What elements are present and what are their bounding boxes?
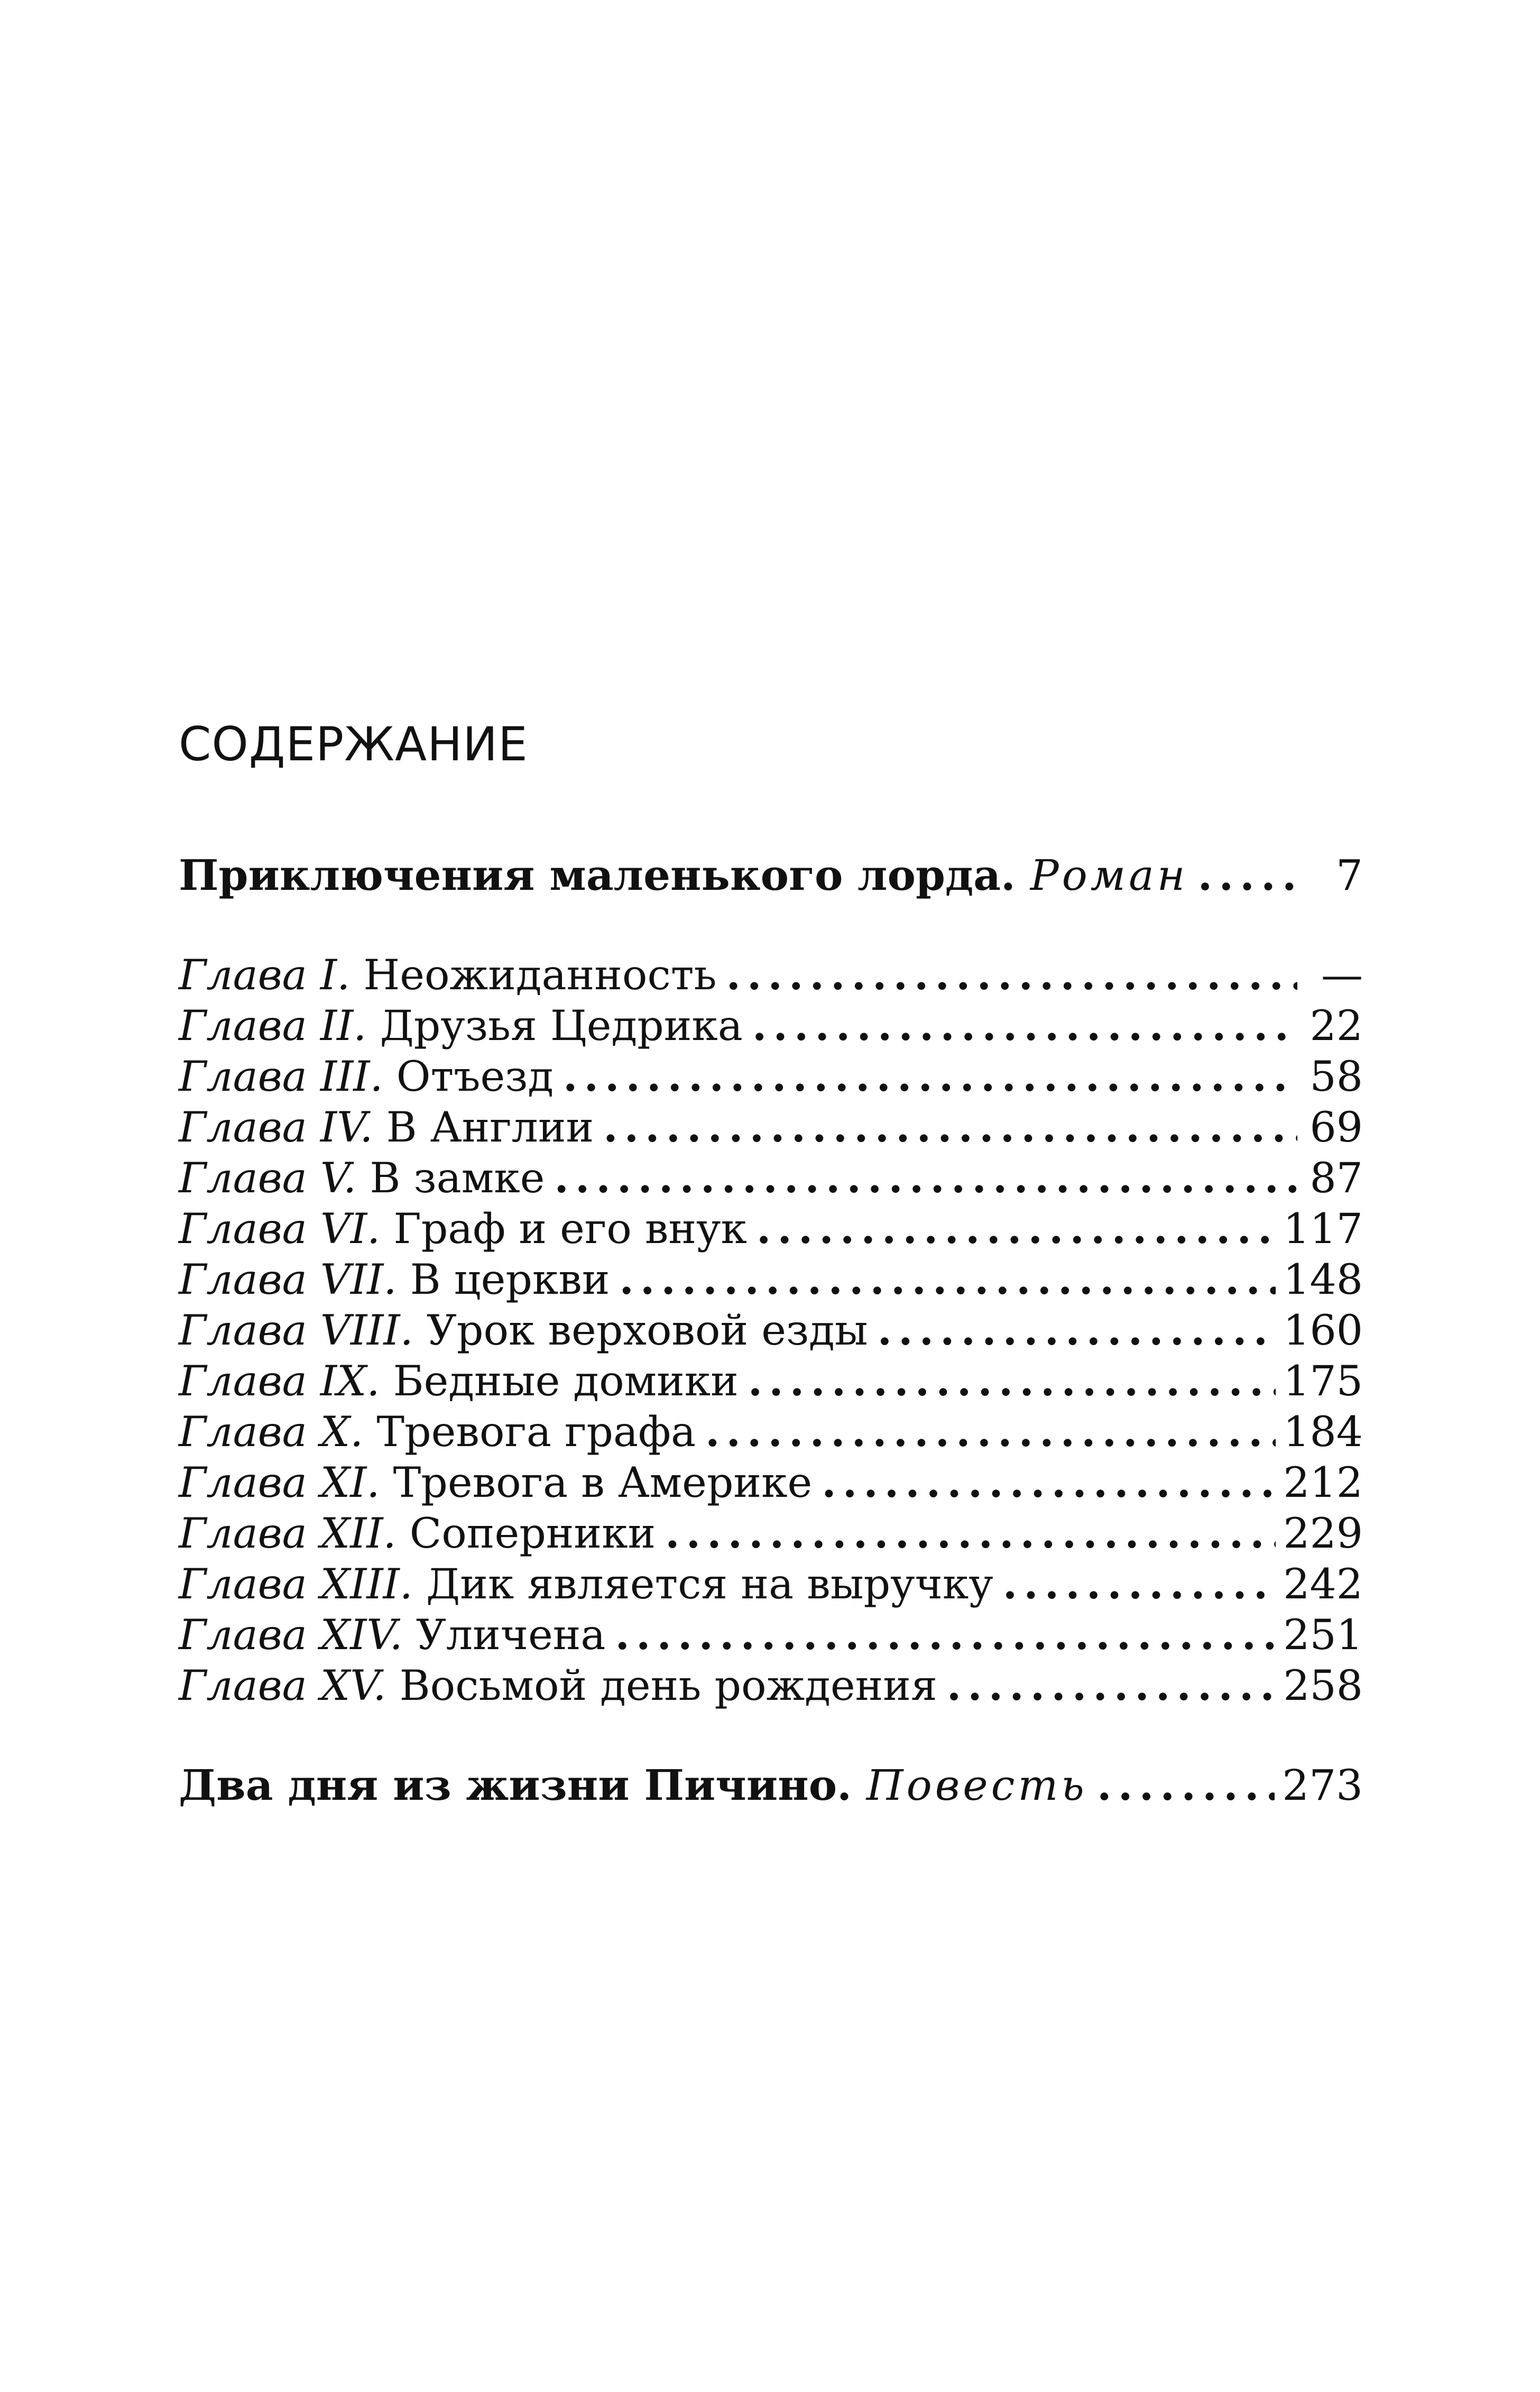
chapter-title-block [179,1102,594,1153]
dot-leader [947,1660,1276,1711]
chapter-title-block [179,1356,739,1406]
chapter-title-block [179,1203,747,1254]
dot-leader [878,1305,1276,1356]
work-title: Приключения маленького лорда. [179,850,1016,900]
page-number: 7 [1336,850,1363,900]
chapter-title: Урок верховой езды [426,1305,868,1355]
chapter-label: Глава VII. [179,1255,397,1304]
work-title-block [179,850,1188,901]
chapter-title: В церкви [410,1255,610,1304]
dot-leader [757,1203,1276,1254]
chapter-label: Глава XII. [179,1508,396,1558]
work-genre: Роман [1030,850,1188,900]
dot-leader [726,950,1297,1000]
dot-leader [1097,1760,1275,1810]
chapter-title: Восьмой день рождения [399,1661,937,1710]
dot-leader [1197,850,1297,900]
chapter-title-block [179,950,716,1000]
toc-entry-chapter[interactable] [179,1305,1363,1356]
chapter-label: Глава VI. [179,1204,381,1253]
chapter-title: Дик является на выручку [426,1559,993,1608]
dot-leader [822,1457,1276,1508]
page-number: 175 [1283,1356,1363,1405]
dot-leader [1003,1559,1276,1609]
chapter-title: Соперники [409,1508,656,1558]
chapter-label: Глава IV. [179,1102,373,1152]
chapter-label: Глава X. [179,1407,364,1456]
page-number: 22 [1310,1001,1363,1050]
chapter-label: Глава XI. [179,1458,380,1507]
chapter-label: Глава IX. [179,1356,380,1405]
dot-leader [705,1406,1276,1457]
chapter-title-block [179,1457,812,1508]
dot-leader [603,1102,1297,1153]
chapter-title-block [179,1660,937,1711]
chapter-label: Глава II. [179,1001,367,1050]
work-title-block [179,1760,1087,1811]
page-number: 160 [1283,1305,1363,1355]
toc-entry-chapter[interactable] [179,1356,1363,1406]
chapter-label: Глава V. [179,1153,357,1202]
chapter-title-block [179,1153,545,1203]
dot-leader [554,1153,1297,1203]
toc-entry-chapter[interactable] [179,1254,1363,1305]
chapter-title: В Англии [386,1102,594,1152]
toc-entry-chapter[interactable] [179,950,1363,1000]
chapter-title: Неожиданность [363,950,717,999]
chapter-label: Глава I. [179,950,351,999]
dot-leader [563,1051,1297,1102]
page-number: 212 [1283,1458,1363,1507]
page-number: 87 [1310,1153,1363,1202]
chapter-title: Отъезд [396,1052,554,1101]
toc-entry-chapter[interactable] [179,1660,1363,1711]
page-number: 273 [1282,1760,1363,1810]
chapter-label: Глава XV. [179,1661,386,1710]
toc-entry-chapter[interactable] [179,1000,1363,1051]
chapter-title-block [179,1305,868,1356]
page-number: 242 [1283,1559,1363,1608]
page-number: 229 [1283,1508,1363,1558]
chapter-title-block [179,1051,554,1102]
toc-entry-work-2[interactable] [179,1760,1363,1811]
dot-leader [752,1000,1297,1051]
toc-entry-chapter[interactable] [179,1457,1363,1508]
chapter-title-block [179,1406,696,1457]
chapter-title-block [179,1254,610,1305]
chapter-title: Тревога графа [376,1407,696,1456]
page-number: 251 [1283,1610,1363,1659]
chapter-title: Граф и его внук [393,1204,747,1253]
chapter-label: Глава VIII. [179,1305,413,1355]
toc-entry-chapter[interactable] [179,1153,1363,1203]
dot-leader [748,1356,1276,1406]
page-number: 184 [1283,1407,1363,1456]
toc-entry-chapter[interactable] [179,1203,1363,1254]
page-number: 258 [1283,1661,1363,1710]
table-of-contents [179,719,1363,1811]
dot-leader [619,1254,1276,1305]
chapter-title-block [179,1609,606,1660]
page-number: 58 [1310,1052,1363,1101]
chapter-label: Глава XIII. [179,1559,413,1608]
chapter-title: Бедные домики [393,1356,739,1405]
toc-entry-chapter[interactable] [179,1051,1363,1102]
dot-leader [615,1609,1276,1660]
chapter-title-block [179,1508,656,1559]
toc-entry-work-1[interactable] [179,850,1363,901]
chapter-title: Уличена [416,1610,606,1659]
toc-heading: СОДЕРЖАНИЕ [179,717,528,771]
dot-leader [665,1508,1276,1559]
chapter-title: Тревога в Америке [393,1458,813,1507]
chapter-label: Глава XIV. [179,1610,403,1659]
chapter-title-block [179,1000,743,1051]
chapter-label: Глава III. [179,1052,383,1101]
page-number: 117 [1283,1204,1363,1253]
toc-entry-chapter[interactable] [179,1609,1363,1660]
chapter-title: В замке [370,1153,545,1202]
work-title: Два дня из жизни Пичино. [179,1760,852,1810]
toc-entry-chapter[interactable] [179,1406,1363,1457]
chapter-list [179,950,1363,1711]
toc-entry-chapter[interactable] [179,1508,1363,1559]
toc-entry-chapter[interactable] [179,1102,1363,1153]
work-genre: Повесть [866,1760,1087,1810]
chapter-title: Друзья Цедрика [380,1001,743,1050]
chapter-title-block [179,1559,993,1609]
page-number: 148 [1283,1255,1363,1304]
toc-entry-chapter[interactable] [179,1559,1363,1609]
page-number: 69 [1310,1102,1363,1152]
page-number: — [1321,950,1363,999]
